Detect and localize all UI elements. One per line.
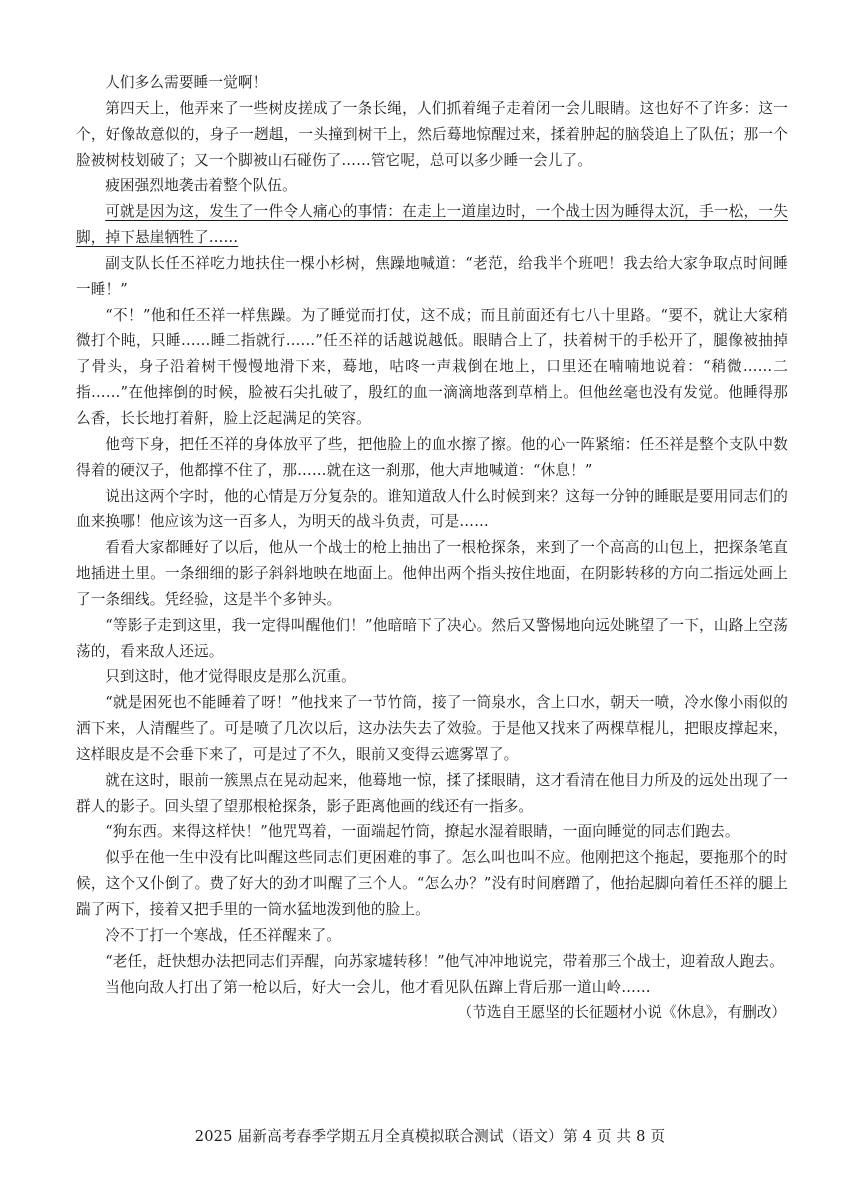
paragraph-2: 第四天上，他弄来了一些树皮搓成了一条长绳，人们抓着绳子走着闭一会儿眼睛。这也好不了许多：这一个，好像故意似的，身子一趔趄，一头撞到树干上，然后蓦地惊醒过来，揉着肿起的脑袋追上了队伍；那一个脸被树枝划破了；又一个脚被山石碰伤了……管它呢，总可以多少睡一会儿了。	[76, 99, 788, 169]
source-note: （节选自王愿坚的长征题材小说《休息》，有删改）	[457, 1004, 786, 1022]
paragraph-16: 冷不丁打一个寒战，任丕祥醒来了。	[105, 926, 342, 944]
paragraph-6: “不！”他和任丕祥一样焦躁。为了睡觉而打仗，这不成；而且前面还有七八十里路。“要不，就让大家稍微打个盹，只睡……睡二指就行……”任丕祥的话越说越低。眼睛合上了，扶着树干的手松开了，腿像被抽掉了骨头，身子沿着树干慢慢地滑下来，蓦地，咕咚一声栽倒在地上，口里还在喃喃地说着：“稍微……二指……”在他摔倒的时候，脸被石尖扎破了，殷红的血一滴滴地落到草梢上。但他丝毫也没有发觉。他睡得那么香，长长地打着鼾，脸上泛起满足的笑容。	[76, 306, 788, 427]
page-footer: 2025 届新高考春季学期五月全真模拟联合测试（语文）第 4 页 共 8 页	[194, 1128, 666, 1145]
paragraph-13: 就在这时，眼前一簇黑点在晃动起来，他蓦地一惊，揉了揉眼睛，这才看清在他目力所及的远处出现了一群人的影子。回头望了望那根枪探条，影子距离他画的线还有一指多。	[76, 771, 788, 815]
paragraph-11: 只到这时，他才觉得眼皮是那么沉重。	[105, 668, 356, 686]
paragraph-17: “老任，赶快想办法把同志们弄醒，向苏家墟转移！”他气冲冲地说完，带着那三个战士，迎着敌人跑去。	[105, 952, 784, 970]
paragraph-12: “就是困死也不能睡着了呀！”他找来了一节竹筒，接了一筒泉水，含上口水，朝天一喷，冷水像小雨似的洒下来，人清醒些了。可是喷了几次以后，这办法失去了效验。于是他又找来了两棵草棍儿，把眼皮撑起来，这样眼皮是不会垂下来了，可是过了不久，眼前又变得云遮雾罩了。	[76, 694, 788, 763]
underlined-paragraph	[76, 199, 788, 251]
underlined-sentence: 可就是因为这，发生了一件令人痛心的事情：在走上一道崖边时，一个战士因为睡得太沉，手一松，一失脚，掉下悬崖牺牲了……	[76, 203, 788, 247]
paragraph-1: 人们多么需要睡一觉啊！	[105, 74, 268, 91]
paragraph-15: 似乎在他一生中没有比叫醒这些同志们更困难的事了。怎么叫也叫不应。他刚把这个拖起，要拖那个的时候，这个又仆倒了。费了好大的劲才叫醒了三个人。“怎么办？”没有时间磨蹭了，他抬起脚向着任丕祥的腿上踹了两下，接着又把手里的一筒水猛地泼到他的脸上。	[76, 849, 788, 918]
paragraph-7: 他弯下身，把任丕祥的身体放平了些，把他脸上的血水擦了擦。他的心一阵紧缩：任丕祥是整个支队中数得着的硬汉子，他都撑不住了，那……就在这一刹那，他大声地喊道：“休息！”	[76, 435, 788, 479]
paragraph-14: “狗东西。来得这样快！”他咒骂着，一面端起竹筒，撩起水湿着眼睛，一面向睡觉的同志们跑去。	[105, 823, 740, 841]
paragraph-10: “等影子走到这里，我一定得叫醒他们！”他暗暗下了决心。然后又警惕地向远处眺望了一下，山路上空荡荡的，看来敌人还远。	[76, 616, 788, 660]
paragraph-5: 副支队长任丕祥吃力地扶住一棵小杉树，焦躁地喊道：“老范，给我半个班吧！我去给大家争取点时间睡一睡！”	[76, 254, 788, 298]
paragraph-3: 疲困强烈地袭击着整个队伍。	[105, 177, 297, 195]
paragraph-18: 当他向敌人打出了第一枪以后，好大一会儿，他才看见队伍蹿上背后那一道山岭……	[105, 978, 651, 996]
story-excerpt	[76, 70, 788, 1026]
paragraph-9: 看看大家都睡好了以后，他从一个战士的枪上抽出了一根枪探条，来到了一个高高的山包上，把探条笔直地插进土里。一条细细的影子斜斜地映在地面上。他伸出两个指头按住地面，在阴影转移的方向二指远处画上了一条细线。凭经验，这是半个多钟头。	[76, 539, 788, 608]
paragraph-8: 说出这两个字时，他的心情是万分复杂的。谁知道敌人什么时候到来？这每一分钟的睡眠是要用同志们的血来换哪！他应该为这一百多人，为明天的战斗负责，可是……	[76, 487, 788, 531]
